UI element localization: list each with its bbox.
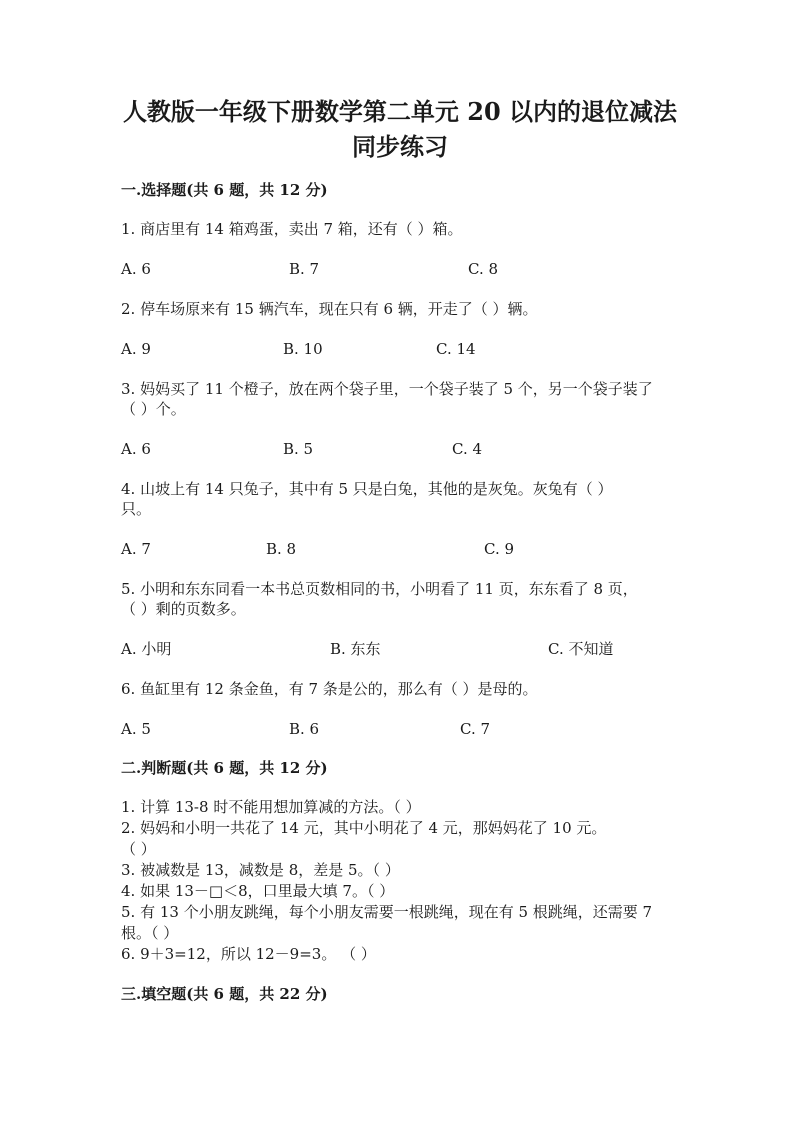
option-c: C. 4 — [452, 440, 483, 458]
judgement-line: 2. 妈妈和小明一共花了 14 元，其中小明花了 4 元，那妈妈花了 10 元。 — [121, 819, 607, 837]
judgement-line: 5. 有 13 个小朋友跳绳，每个小朋友需要一根跳绳，现在有 5 根跳绳，还需要 7 — [121, 903, 653, 921]
page-title-line-2: 同步练习 — [352, 132, 448, 161]
question-text-continued: 只。 — [121, 500, 152, 518]
question-text: 6. 鱼缸里有 12 条金鱼，有 7 条是公的，那么有（ ）是母的。 — [121, 680, 538, 698]
judgement-line: 1. 计算 13-8 时不能用想加算减的方法。（ ） — [121, 798, 421, 816]
option-b: B. 东东 — [330, 640, 381, 658]
option-c: C. 14 — [436, 340, 476, 358]
section-heading-true-false: 二.判断题(共 6 题，共 12 分) — [121, 759, 328, 777]
section-heading-fill-in-blank: 三.填空题(共 6 题，共 22 分) — [121, 985, 328, 1003]
option-b: B. 8 — [266, 540, 297, 558]
option-a: A. 6 — [121, 440, 151, 458]
option-a: A. 小明 — [121, 640, 172, 658]
question-text: 2. 停车场原来有 15 辆汽车，现在只有 6 辆，开走了（ ）辆。 — [121, 300, 538, 318]
option-b: B. 7 — [289, 260, 320, 278]
option-b: B. 10 — [283, 340, 323, 358]
option-a: A. 9 — [121, 340, 151, 358]
option-c: C. 7 — [460, 720, 491, 738]
judgement-line: 根。（ ） — [121, 924, 179, 942]
question-text: 1. 商店里有 14 箱鸡蛋，卖出 7 箱，还有（ ）箱。 — [121, 220, 463, 238]
judgement-line: 4. 如果 13－□＜8，口里最大填 7。（ ） — [121, 882, 395, 900]
judgement-line: 6. 9＋3=12，所以 12－9=3。 （ ） — [121, 945, 376, 963]
option-a: A. 5 — [121, 720, 151, 738]
judgement-line: （ ） — [121, 840, 156, 858]
question-text-continued: （ ）剩的页数多。 — [121, 600, 246, 618]
question-text: 5. 小明和东东同看一本书总页数相同的书，小明看了 11 页，东东看了 8 页， — [121, 580, 638, 598]
option-b: B. 5 — [283, 440, 314, 458]
option-c: C. 不知道 — [548, 640, 614, 658]
question-text: 3. 妈妈买了 11 个橙子，放在两个袋子里，一个袋子装了 5 个，另一个袋子装了 — [121, 380, 653, 398]
question-text: 4. 山坡上有 14 只兔子，其中有 5 只是白兔，其他的是灰兔。灰兔有（ ） — [121, 480, 613, 498]
section-heading-multiple-choice: 一.选择题(共 6 题，共 12 分) — [121, 181, 328, 199]
option-b: B. 6 — [289, 720, 320, 738]
option-a: A. 7 — [121, 540, 151, 558]
judgement-line: 3. 被减数是 13，减数是 8，差是 5。（ ） — [121, 861, 400, 879]
page-title-line-1: 人教版一年级下册数学第二单元 20 以内的退位减法 — [122, 97, 678, 126]
option-a: A. 6 — [121, 260, 151, 278]
question-text-continued: （ ）个。 — [121, 400, 186, 418]
option-c: C. 8 — [468, 260, 499, 278]
option-c: C. 9 — [484, 540, 515, 558]
